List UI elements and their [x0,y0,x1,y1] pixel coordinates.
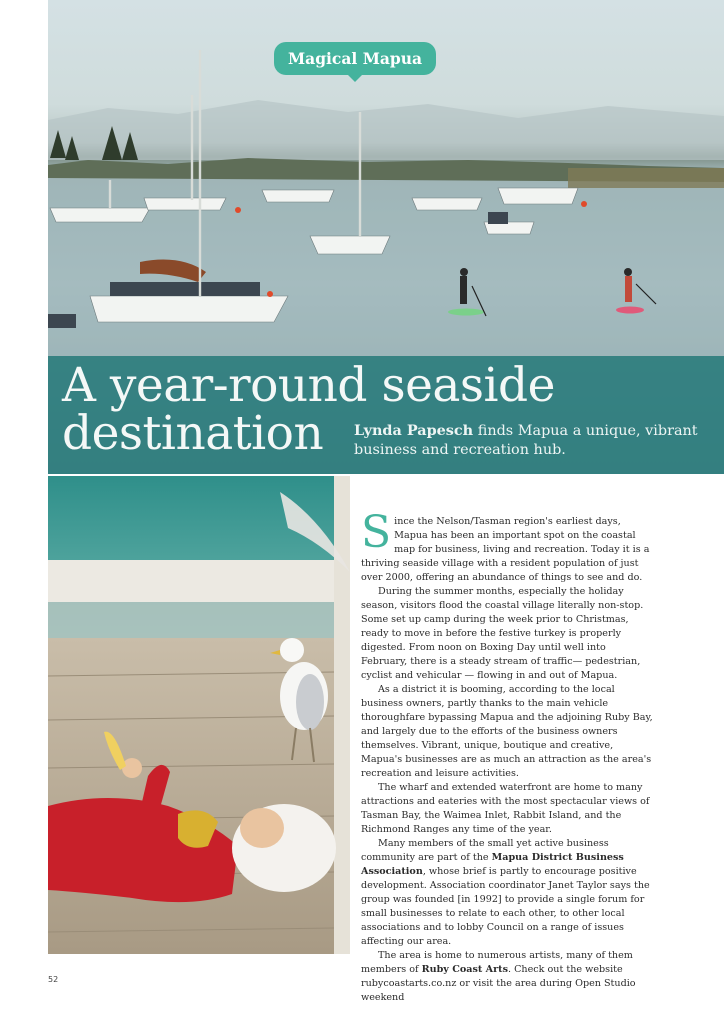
paragraph-5-text-b: , whose brief is partly to encourage positive development. Association coordinator Janet Taylor says the group was founded [in 1992] to provide a single forum for small businesses to relate to each other, to other local associations and to lobby Council on a range of issues affecting our area. [361,866,650,947]
article-body [361,507,655,1005]
arts-group-name: Ruby Coast Arts [421,964,508,975]
article-paragraph-3: As a district it is booming, according to the local business owners, partly thanks to the main vehicle thoroughfare bypassing Mapua and the adjoining Ruby Bay, and largely due to the efforts of the business owners themselves. Vibrant, unique, boutique and creative, Mapua's businesses are as much an attraction as the area's recreation and leisure activities. [361,684,653,779]
article-paragraph-2: During the summer months, especially the holiday season, visitors flood the coastal village literally non-stop. Some set up camp during the week prior to Christmas, ready to move in before the festive turkey is properly digested. From noon on Boxing Day until well into February, there is a steady stream of traffic— pedestrian, cyclist and vehicular — flowing in and out of Mapua. [361,586,644,681]
paragraph-1-text: ince the Nelson/Tasman region's earliest days, Mapua has been an important spot on the coastal map for business, living and recreation. Today it is a thriving seaside village with a resident population of just over 2000, offering an abundance of things to see and do. [361,516,650,583]
drop-cap: S [361,507,392,558]
paragraph-6-text-b: . Check out the website rubycoastarts.co.nz or visit the area during Open Studio weekend [361,964,636,1003]
deck-text: finds Mapua a unique, vibrant business and recreation hub. [354,423,698,458]
paragraph-6-text-a: The area is home to numerous artists, many of them members of [361,950,633,975]
headline-line-1: A year-round seaside [62,358,555,413]
hero-photo [48,0,724,474]
article-paragraph-6 [361,949,655,1005]
association-name: Mapua District Business Association [361,852,624,877]
deck [354,421,720,460]
article-paragraph-5 [361,837,655,949]
child-and-seagull-photo [48,476,350,954]
page-number: 52 [48,975,59,984]
section-tag: Magical Mapua [274,42,436,75]
article-paragraph-4: The wharf and extended waterfront are home to many attractions and eateries with the most spectacular views of Tasman Bay, the Waimea Inlet, Rabbit Island, and the Richmond Ranges any time of the year. [361,782,650,835]
paragraph-5-text-a: Many members of the small yet active business community are part of the [361,838,609,863]
headline-line-2: destination [62,406,324,461]
wharf-scene-illustration [48,476,350,954]
article-paragraph-1 [361,507,655,585]
deck-author: Lynda Papesch [354,422,474,439]
